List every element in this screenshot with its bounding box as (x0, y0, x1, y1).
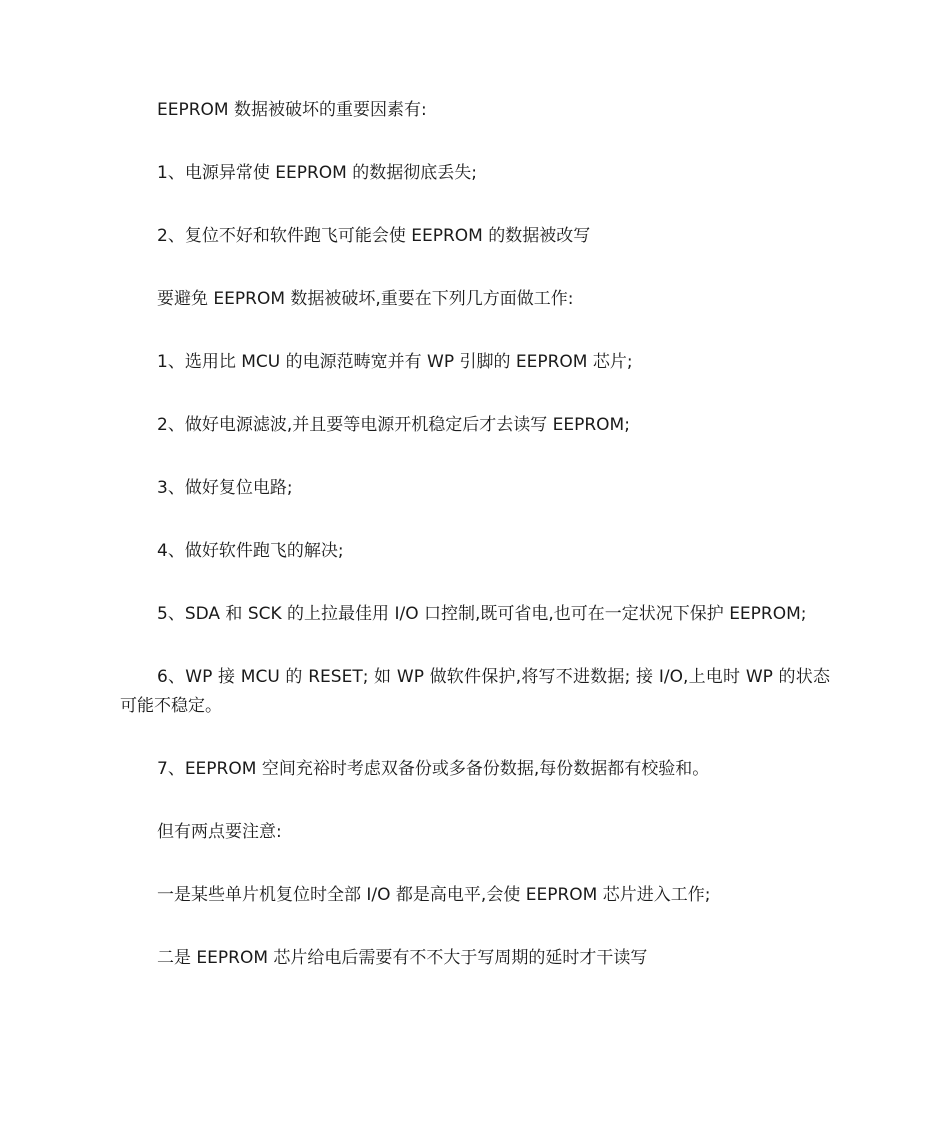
paragraph-measure-7: 7、EEPROM 空间充裕时考虑双备份或多备份数据,每份数据都有校验和。 (157, 759, 710, 779)
paragraph-measure-6: 6、WP 接 MCU 的 RESET; 如 WP 做软件保护,将写不进数据; 接 I/O,上电时 WP 的状态可能不稳定。 (120, 667, 830, 716)
paragraph-measure-4: 4、做好软件跑飞的解决; (157, 541, 344, 561)
paragraph-note-2: 二是 EEPROM 芯片给电后需要有不不大于写周期的延时才干读写 (157, 948, 648, 968)
paragraph-intro-heading: EEPROM 数据被破坏的重要因素有: (157, 100, 427, 120)
paragraph-measure-5: 5、SDA 和 SCK 的上拉最佳用 I/O 口控制,既可省电,也可在一定状况下保护 EEPROM; (157, 604, 807, 624)
paragraph-measure-1: 1、选用比 MCU 的电源范畴宽并有 WP 引脚的 EEPROM 芯片; (157, 352, 633, 372)
paragraph-note-1: 一是某些单片机复位时全部 I/O 都是高电平,会使 EEPROM 芯片进入工作; (157, 885, 711, 905)
document-body (120, 96, 830, 1007)
paragraph-cause-1: 1、电源异常使 EEPROM 的数据彻底丢失; (157, 163, 477, 183)
paragraph-prevention-heading: 要避免 EEPROM 数据被破坏,重要在下列几方面做工作: (157, 289, 574, 309)
paragraph-cause-2: 2、复位不好和软件跑飞可能会使 EEPROM 的数据被改写 (157, 226, 591, 246)
paragraph-notes-heading: 但有两点要注意: (157, 822, 282, 842)
paragraph-measure-3: 3、做好复位电路; (157, 478, 293, 498)
paragraph-measure-2: 2、做好电源滤波,并且要等电源开机稳定后才去读写 EEPROM; (157, 415, 630, 435)
